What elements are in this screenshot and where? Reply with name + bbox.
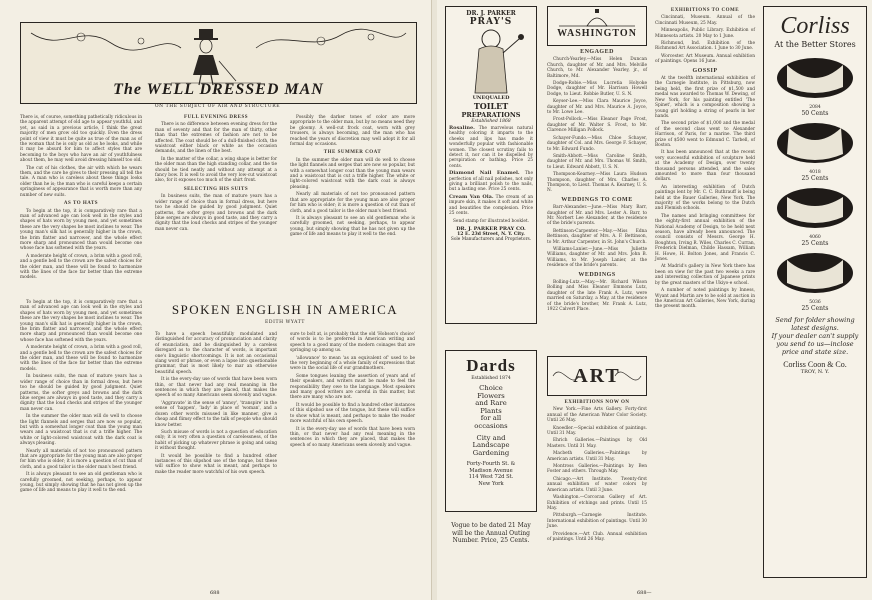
col1-heading: AS TO HATS (63, 201, 99, 207)
col1-paragraph: Nearly all materials of not too pronounced pattern that are appropriate for the young man are also proper for him who is older; it is more a question of cut than of cloth, and a good tailor is the older man's best friend. (20, 448, 142, 470)
corliss-city: TROY, N. Y. (800, 369, 830, 375)
engaged-item: Dodge-Robie.—Miss Lucretia Holyoke Dodge, daughter of Mr. Harrison Howell Dodge, to Lieut. Robbie Butler, U. S. N. (547, 81, 647, 97)
dards-advertisement (445, 350, 537, 512)
collar-illustration (773, 250, 857, 296)
collar-label: 4060 (809, 235, 821, 240)
exhibitions-now-heading: EXHIBITIONS NOW ON (564, 400, 630, 405)
pray-line-3: PREPARATIONS (461, 111, 521, 119)
spoken-paragraph: It is the every-day use of words that have been worn thin, or that never had any real meaning in the sentences in which they are placed, that makes the speech of so many Americans seem slovenly and vague. (290, 426, 415, 448)
nail-enamel-body: The perfection of all nail polishes, not only giving a brilliant polish to the nails, but a lasting one. Price 25 cents. (449, 171, 533, 193)
wedding-item: Barr-Alexander.—June.—Miss Mary Barr, daughter of Mr. and Mrs. Lester A. Barr, to Mr. Norbert Lee Alexander, at the residence of the bride's parents. (547, 205, 647, 227)
col3-heading: THE SUMMER COAT (323, 150, 382, 156)
pray-address-3: Sole Manufacturers and Proprietors. (450, 236, 532, 242)
exhibition-item: Richmond, Ind. Exhibition of the Richmond Art Association. 1 June to 30 June. (655, 41, 755, 52)
engaged-heading: ENGAGED (580, 49, 614, 55)
pray-name-top: DR. J. PARKER (466, 10, 516, 17)
col1-paragraph: To begin at the top, it is comparatively rare that a man of advanced age can look well in the styles and shapes of hats worn by young men, and yet sometimes these are the very shapes he most inclines to wear. The young man's silk hat is generally higher in the crown, the brim flatter and narrower, and the whole effect more sharp and pronounced than would become one whose face has softened with the years. (20, 208, 142, 252)
banner (20, 22, 417, 104)
engaged-item: Keyser-Lee.—Miss Clara Maurice Joyce, daughter of Mr. and Mrs. Maurice A. Joyce, to Mr. Lowe Lee. (547, 99, 647, 116)
right-page (437, 0, 872, 600)
pray-line-2: TOILET (473, 101, 509, 111)
exhibition-item: Worcester. Art Museum. Annual exhibition of paintings. Opens 16 June. (655, 53, 755, 65)
corliss-note: Send for folder showing (775, 316, 855, 324)
article-col-3 (290, 115, 415, 290)
gossip-paragraph: It has been announced that at the recent very successful exhibition of sculpture held at the Academy of Design, over twenty thousand persons attended, and the sales amounted to more than four thousand dollars. (655, 150, 755, 183)
banner-subtitle: ON THE SUBJECT OF AIR AND STRUCTURE (154, 104, 281, 109)
pray-address-1: DR. J. PARKER PRAY CO. (456, 225, 526, 232)
dards-text: Plants (480, 406, 502, 415)
spoken-english-byline: EDITH WYATT (265, 320, 305, 325)
capitol-dome-icon (549, 8, 645, 28)
dards-text: City and (476, 433, 506, 442)
exhibitions-to-come-heading: EXHIBITIONS TO COME (670, 8, 740, 13)
collar-price: 25 Cents (801, 175, 829, 182)
engaged-item: Schayer-Fundo.—Miss Chloe Schayer, daughter of Col. and Mrs. George F. Schayer, to Mr. Edward Fundo. (547, 135, 647, 152)
collar-item (764, 55, 866, 117)
collar-item (764, 250, 866, 312)
col1-paragraph: In the summer the older man will do well to choose the light flannels and serges that are now so popular, but with a somewhat longer coat than the young man wears and a waistcoat that is cut a trifle higher. The white or light-colored waistcoat with the dark coat is always pleasing. (20, 414, 142, 447)
cream-body: The cream of an impure skin, it makes it soft and white and beautifies the complexion. Price 25 cents. (449, 194, 533, 217)
pray-figure-illustration (449, 27, 533, 95)
weddings-heading: WEDDINGS (578, 271, 616, 278)
nail-enamel-heading: Diamond Nail Enamel. (449, 170, 520, 177)
exhibition-item: Ehrich Galleries.—Paintings by Old Masters. Until 31 May. (547, 438, 647, 449)
dards-address: 114 West 72d St. (468, 474, 514, 481)
col3-paragraph: Nearly all materials of not too pronounced pattern that are appropriate for the young man are also proper for him who is older; it is more a question of cut than of cloth, and a good tailor is the older man's best friend. (290, 192, 415, 214)
left-page (0, 0, 432, 600)
corliss-logo: Corliss (780, 13, 850, 39)
spoken-paragraph: It is the every-day use of words that have been worn thin, or that never had any real meaning in the sentences in which they are placed, that makes the speech of so many Americans seem slovenly and vague. (155, 377, 277, 399)
pray-name-bottom: PRAY'S (469, 17, 513, 27)
spoken-paragraph: To have a speech beautifully modulated and distinguished for accuracy of pronunciation and clarity of enunciation, and be disinguished by a careless disregard as to the character of words, is important one's linguistic shortcomings. It is not an occasional slang word or phrase, or even a lapse into questionable grammar, that is most likely to mar an otherwise beautiful speech. (155, 332, 277, 375)
rosaline-heading: Rosaline. (449, 125, 475, 131)
spoken-paragraph: sure to bolt at, is probably that the old 'Hobson's choice' of words is to be preferred in American writing and speech to a good many of the modern coinages that are springing up among us. (290, 332, 415, 354)
gossip-paragraph: At Madrid's gallery in New York there has been on view for the past two weeks a rare and interesting collection of Japanese prints by the great masters of the Ukiyo-e school. (655, 264, 755, 286)
engaged-item: Frost-Pollock.—Miss Eleanor Page Frost, daughter of Mr. Walter S. Frost, to Mr. Clarence Milligan Pollock. (547, 117, 647, 134)
article-col-2 (155, 115, 277, 290)
col1-paragraph: In business suits, the man of mature years has a wider range of choice than in formal dress, but here too he should be guided by good judgment. Quiet patterns, the softer greys and browns and the dark blue serges are always in good taste, and they carry a dignity that the loud checks and stripes of the younger man never can. (20, 374, 142, 412)
collar-price: 25 Cents (801, 305, 829, 312)
washington-header (547, 6, 647, 46)
exhibition-item: Montross Galleries.—Paintings by Ben Foster and others. Through May. (547, 464, 647, 475)
gossip-paragraph: An interesting exhibition of Dutch paintings lent by Mr. C. C. Ruthrauff is being held at the Bauer Galleries, New York. The majority of the works belong to the Dutch and Flemish schools. (655, 184, 755, 212)
art-header (547, 356, 647, 396)
collar-price: 50 Cents (801, 110, 829, 117)
gossip-heading: GOSSIP (692, 67, 718, 74)
gossip-col (655, 8, 755, 585)
washington-title: WASHINGTON (557, 28, 637, 39)
banner-title: The WELL DRESSED MAN (113, 81, 324, 98)
dards-text: for all (480, 414, 502, 423)
exhibition-item: Providence.—Art Club. Annual exhibition of paintings. Until 26 May. (547, 531, 647, 542)
dards-text: Landscape (472, 441, 510, 450)
spoken-paragraph: It would be possible to find a hundred other instances of this slipshod use of the tongue, but these will suffice to show what is meant, and perhaps to make the reader more watchful of his own speech. (290, 402, 415, 425)
exhibition-item: Pittsburgh.—Carnegie Institute. International exhibition of paintings. Until 30 June. (547, 513, 647, 530)
weddings-to-come-heading: WEDDINGS TO COME (561, 196, 633, 203)
corliss-tagline: At the Better Stores (774, 40, 856, 49)
pray-established: Established 1868 (471, 119, 511, 124)
spoken-paragraph: It would be possible to find a hundred other instances of this slipshod use of the tongue, but these will suffice to show what is meant, and perhaps to make the reader more watchful of his own speech. (155, 453, 277, 475)
dards-address: Forty-Fourth St. & (466, 461, 516, 468)
spoken-english-title: SPOKEN ENGLISH IN AMERICA (171, 302, 399, 317)
cream-heading: Cream Van Ola. (449, 193, 494, 200)
dards-text: and Rare (475, 399, 507, 408)
page-folio: 688— (637, 590, 652, 596)
gossip-paragraph: A number of noted paintings by Inness, Wyant and Martin are to be sold at auction in the American Art Galleries, New York, during the present month. (655, 288, 755, 310)
wedding-item: Bettinson-Carpenter.—May.—Miss Edna Bettinson, daughter of Mrs. A. F. Bettinson, to Mr. Arthur Carpenter, in St. John's Church. (547, 228, 647, 245)
article-col-1-lower (20, 300, 142, 585)
dards-text: Choice (479, 384, 503, 392)
col3-paragraph: It is always pleasant to see an old gentleman who is carefully groomed, not seeking, perhaps, to appear young, but simply showing that he has not given up the game of life and means to play it well to the end. (290, 215, 415, 238)
page-folio: 688 (210, 590, 220, 596)
collar-illustration (773, 120, 857, 166)
col3-paragraph: Possibly the darker tones of color are more appropriate to the older man, but by no means need they be gloomy. A well-cut frock coat, worn with grey trousers, is always becoming, and the man who has reached the years of discretion may well adopt it for all formal day occasions. (290, 115, 415, 148)
spoken-col-1 (155, 332, 277, 585)
engaged-item: Church-Yearley.—Miss Helen Duncan Church, daughter of Mr. and Mrs. Melville Church, to Mr. Alexander Yearley, jr., of Baltimore, Md. (547, 57, 647, 79)
pray-line-1: UNEQUALED (472, 95, 510, 101)
pray-address-2: 12 E. 23d Street, N. Y. City. (457, 231, 525, 237)
col1-paragraph: It is always pleasant to see an old gentleman who is carefully groomed, not seeking, perhaps, to appear young, but simply showing that he has not given up the game of life and means to play it well to the end. (20, 472, 142, 494)
pray-advertisement (445, 6, 537, 324)
dards-text: Flowers (477, 391, 505, 400)
gossip-paragraph: At the twelfth international exhibition of the Carnegie Institute, in Pittsburg, now being held, the first prize of $1,500 and medal was awarded to Thomas W. Dewing, of New York, for his painting entitled 'The Spinet', which is a composition showing a young girl holding a string of pearls in her hands. (655, 76, 755, 119)
dards-text: Gardening (472, 448, 510, 457)
dards-address: New York (478, 480, 504, 487)
rosaline-body: The marvelous natural healthy coloring it imparts to the cheeks and lips has made it wonderfully popular with fashionable women. The closest scrutiny fails to detect it, nor can it be dispelled by perspiration or bathing. Price 25 cents. (449, 126, 533, 169)
col2-paragraph: In business suits, the man of mature years has a wider range of choice than in formal dress, but here too he should be guided by good judgment. Quiet patterns, the softer greys and browns and the dark blue serges are always in good taste, and they carry a dignity that the loud checks and stripes of the younger man never can. (155, 194, 277, 232)
vogue-outing-note: Vogue to be dated 21 May will be the Annual Outing Number. Price, 25 Cents. (451, 522, 531, 544)
exhibition-item: Knoedler.—Special exhibition of paintings. Until 31 May. (547, 425, 647, 437)
collar-item (764, 120, 866, 182)
collar-item (764, 185, 866, 247)
col1-paragraph: The cut of his clothes, the air with which he wears them, and the care he gives to their pressing all tell the tale. A man who is careless about these things looks older than he is; the man who is careful keeps a certain springiness of appearance that is worth more than any number of new suits. (20, 165, 142, 198)
spoken-paragraph: Such misuse of words is not a question of education only; it is very often a question of carelessness, of the habit of picking up whatever phrase is going and using it without thought. (155, 429, 277, 452)
article-col-1 (20, 115, 142, 290)
collar-price: 25 Cents (801, 240, 829, 247)
art-col (547, 400, 647, 585)
corliss-note: price and state size. (781, 348, 849, 356)
exhibition-item: New York.—Fine Arts Gallery. Forty-first annual of the American Water Color Society. Until 26 May. (547, 407, 647, 424)
corliss-note: If your dealer can't supply (771, 332, 859, 340)
spoken-col-2 (290, 332, 415, 585)
col2-paragraph: There is no difference between evening dress for the man of seventy and that for the man of thirty, other than that the extremes of fashion are not to be affected. The coat should be of a dull-finished cloth, the waistcoat either black or white as the occasion demands, and the linen of the best. (155, 122, 277, 155)
col2-paragraph: In the matter of the collar, a wing shape is better for the older man than the high standing collar, and the tie should be tied neatly and without any attempt at a fancy bow. It is well to avoid the very low-cut waistcoat also, for it exposes too much of the shirt front. (155, 156, 277, 184)
exhibition-item: Minneapolis, Public Library. Exhibition of Minnesota artists. 20 May to 1 June. (655, 28, 755, 39)
engaged-item: Thompson-Kearney.—Miss Laura Hudson Thompson, daughter of Mrs. Charles A. Thompson, to Lieut. Thomas A. Kearney, U. S. N. (547, 172, 647, 194)
col1-paragraph: To begin at the top, it is comparatively rare that a man of advanced age can look well in the styles and shapes of hats worn by young men, and yet sometimes these are the very shapes he most inclines to wear. The young man's silk hat is generally higher in the crown, the brim flatter and narrower, and the whole effect more sharp and pronounced than would become one whose face has softened with the years. (20, 300, 142, 343)
col2-heading: FULL EVENING DRESS (183, 115, 248, 120)
col2-heading-2: SELECTING HIS SUITS (183, 186, 249, 192)
gossip-paragraph: The names and bringing committees for the eighty-first annual exhibition of the National Academy of Design, to be held next season, have already been announced. The council consists of Messrs. George H. Boughton, Irving R. Wiles, Charles C. Curran, Frederick Dielman, Childe Hassam, William H. Howe, H. Bolton Jones, and Francis C. Jones. (655, 213, 755, 263)
exhibition-item: Chicago.—Art Institute. Twenty-first annual exhibition of water colors by American artists. Until 3 June. (547, 476, 647, 493)
dards-name: Dards (466, 356, 516, 375)
dards-address: Madison Avenue (469, 467, 513, 474)
dards-established: Established 1874 (471, 376, 511, 381)
col1-paragraph: A moderate height of crown, a brim with a good roll, and a gentle bell to the crown are the safest choices for the older man, and these will be found to harmonize with the lines of the face far better than the extreme models. (20, 345, 142, 372)
gossip-paragraph: The second prize of $1,000 and the medal of the second class went to Alexander Harrison, of Paris, for a marine. The third prize of $500 went to Edmund C. Tarbell, of Boston. (655, 121, 755, 148)
wedding-item: Williams-Lanier.—June.—Miss Juliette Williams, daughter of Mr. and Mrs. John B. Williams, to Mr. Joseph Lanier, at the residence of the bride's parents. (547, 247, 647, 269)
wedding-item: Bolling-Lutz.—May.—Mr. Richard Wilson Bolling and Miss Eleanor Emmons Lutz, daughter of the late Frank A. Lutz, were married on Saturday, a May, at the residence of the bride's brother, Mr. Frank A. Lutz, 1922 Calvert Place. (547, 280, 647, 313)
corliss-company: Corliss Coon & Co. (783, 360, 847, 369)
col3-paragraph: In the summer the older man will do well to choose the light flannels and serges that are now so popular, but with a somewhat longer coat than the young man wears and a waistcoat that is cut a trifle higher. The white or light-colored waistcoat with the dark coat is always pleasing. (290, 157, 415, 190)
collar-label: 4018 (809, 170, 821, 175)
exhibition-item: Macbeth Galleries.—Paintings by American artists. Until 31 May. (547, 451, 647, 462)
collar-label: 2084 (809, 105, 821, 110)
collar-illustration (773, 55, 857, 101)
exhibition-item: Cincinnati, Museum. Annual of the Cincinnati Museum, 25 May. (655, 15, 755, 26)
exhibition-item: Washington.—Corcoran Gallery of Art. Exhibition of etchings and prints. Until 15 May. (547, 495, 647, 511)
col1-intro: There is, of course, something pathetically ridiculous in the apparent attempt of old age to appear youthful, and yet, as said in a previous article, I think the great majority of men grow old too quickly. Even the dress point of view it must be quite as true of the man as of the woman that he is only as old as he looks, and while it may be absurd for him to affect styles that are becoming to the boys who have an air of youthfulness about them, he may well avoid dressing himself too old. (20, 115, 142, 164)
spoken-paragraph: Some tongues leaning the assertion of years and of their speakers, and writers must be made to feel the responsibility they owe to the language. Most speakers and many good writers are careful in this matter, but there are many who are not. (290, 373, 415, 401)
corliss-note: latest designs. (791, 324, 839, 332)
corliss-advertisement (763, 6, 867, 578)
art-title: ART (573, 365, 621, 387)
engaged-item: Smith-Abbott.—Miss Caroline Smith, daughter of Mr. and Mrs. Thomas W. Smith, to Lieut. Edward Abbott, U. S. N. (547, 153, 647, 170)
washington-col (547, 50, 647, 350)
spoken-paragraph: 'Aggravate' in the sense of 'annoy', 'transpire' in the sense of 'happen', 'lady' in place of 'woman', and a dozen other words misused in like manner, give a cheap and flimsy effect to the talk of people who should know better. (155, 400, 277, 428)
corliss-note: you send to us—inclose (776, 340, 854, 348)
dards-text: occasions (474, 421, 508, 430)
spoken-paragraph: 'allowance' to mean 'as an equivalent of' used to be the very beginning of a whole family of expressions that were in the social life of our grandmothers. (290, 355, 415, 372)
collar-label: 5036 (809, 300, 821, 305)
stamp-note: Send stamp for illustrated booklet. (452, 218, 529, 224)
col1-paragraph: A moderate height of crown, a brim with a good roll, and a gentle bell to the crown are the safest choices for the older man, and these will be found to harmonize with the lines of the face far better than the extreme models. (20, 253, 142, 281)
collar-illustration (773, 185, 857, 231)
